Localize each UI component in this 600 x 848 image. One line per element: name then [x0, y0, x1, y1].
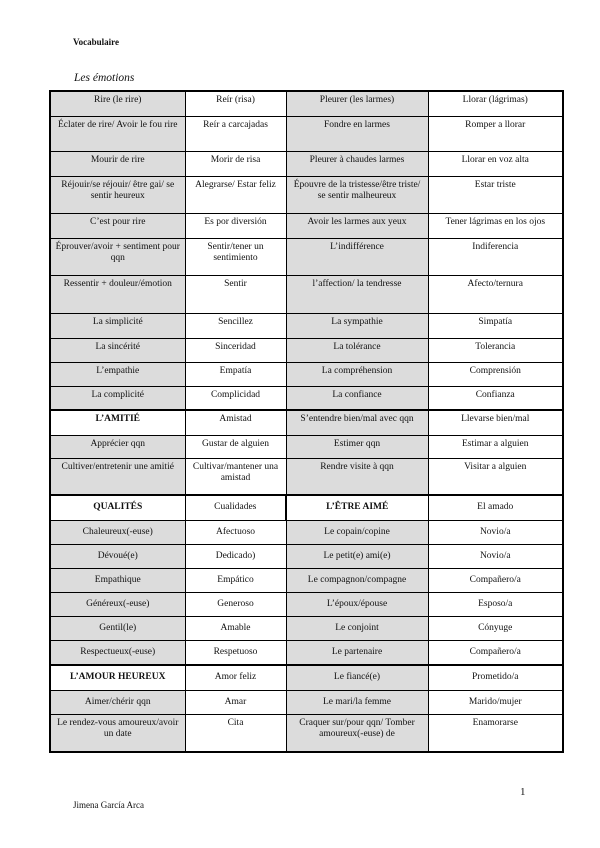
- french-term: Dévoué(e): [50, 544, 185, 568]
- french-term: Le petit(e) ami(e): [286, 544, 428, 568]
- french-term: Ressentir + douleur/émotion: [50, 275, 185, 313]
- spanish-term: Estimar a alguien: [428, 435, 563, 458]
- french-term: Chaleureux(-euse): [50, 520, 185, 544]
- spanish-term: Compañero/a: [428, 568, 563, 592]
- french-term: Éclater de rire/ Avoir le fou rire: [50, 116, 185, 151]
- spanish-term: Cultivar/mantener una amistad: [185, 458, 286, 495]
- table-row-section-qualites: [50, 495, 563, 520]
- table-row: [50, 544, 563, 568]
- french-term: Le conjoint: [286, 616, 428, 640]
- french-term: Craquer sur/pour qqn/ Tomber amoureux(-euse) de: [286, 714, 428, 752]
- french-term: Estimer qqn: [286, 435, 428, 458]
- section-heading-amour-heureux: L’AMOUR HEUREUX: [50, 665, 185, 690]
- spanish-term: Tener lágrimas en los ojos: [428, 213, 563, 238]
- table-row: [50, 616, 563, 640]
- table-row: [50, 458, 563, 495]
- table-row: [50, 362, 563, 386]
- french-term: La tolérance: [286, 338, 428, 362]
- french-term: Le mari/la femme: [286, 690, 428, 714]
- table-row: [50, 176, 563, 213]
- french-term: Le rendez-vous amoureux/avoir un date: [50, 714, 185, 752]
- spanish-term: Alegrarse/ Estar feliz: [185, 176, 286, 213]
- french-term: Le partenaire: [286, 640, 428, 665]
- spanish-term: Reír a carcajadas: [185, 116, 286, 151]
- spanish-term: Sentir: [185, 275, 286, 313]
- spanish-term: Cónyuge: [428, 616, 563, 640]
- spanish-term: Empático: [185, 568, 286, 592]
- french-term: L’époux/épouse: [286, 592, 428, 616]
- spanish-term: Cualidades: [185, 495, 286, 520]
- table-row: [50, 592, 563, 616]
- table-row-section-amour: [50, 665, 563, 690]
- french-term: Pleurer (les larmes): [286, 91, 428, 116]
- table-row: [50, 640, 563, 665]
- spanish-term: Dedicado): [185, 544, 286, 568]
- table-row: [50, 714, 563, 752]
- french-term: Mourir de rire: [50, 151, 185, 176]
- table-row: [50, 386, 563, 410]
- vocabulary-table: [49, 90, 564, 753]
- french-term: l’affection/ la tendresse: [286, 275, 428, 313]
- spanish-term: Novio/a: [428, 544, 563, 568]
- table-row-section-amitie: [50, 410, 563, 435]
- french-term: La sympathie: [286, 313, 428, 338]
- french-term: Le fiancé(e): [286, 665, 428, 690]
- french-term: La confiance: [286, 386, 428, 410]
- spanish-term: Sencillez: [185, 313, 286, 338]
- section-heading-etre-aime: L’ÊTRE AIMÉ: [286, 495, 428, 520]
- spanish-term: Sinceridad: [185, 338, 286, 362]
- french-term: Le compagnon/compagne: [286, 568, 428, 592]
- table-row: [50, 313, 563, 338]
- table-row: [50, 520, 563, 544]
- french-term: Rendre visite à qqn: [286, 458, 428, 495]
- spanish-term: Afectuoso: [185, 520, 286, 544]
- spanish-term: Llorar en voz alta: [428, 151, 563, 176]
- spanish-term: Cita: [185, 714, 286, 752]
- french-term: Réjouir/se réjouir/ être gai/ se sentir heureux: [50, 176, 185, 213]
- table-row: [50, 213, 563, 238]
- footer-author: Jimena García Arca: [73, 800, 144, 810]
- spanish-term: Romper a llorar: [428, 116, 563, 151]
- table-row: [50, 275, 563, 313]
- spanish-term: Esposo/a: [428, 592, 563, 616]
- spanish-term: Llevarse bien/mal: [428, 410, 563, 435]
- section-subtitle: Les émotions: [74, 72, 135, 84]
- spanish-term: Visitar a alguien: [428, 458, 563, 495]
- spanish-term: Amor feliz: [185, 665, 286, 690]
- french-term: Cultiver/entretenir une amitié: [50, 458, 185, 495]
- french-term: Avoir les larmes aux yeux: [286, 213, 428, 238]
- spanish-term: Amistad: [185, 410, 286, 435]
- spanish-term: Amable: [185, 616, 286, 640]
- french-term: La simplicité: [50, 313, 185, 338]
- spanish-term: Es por diversión: [185, 213, 286, 238]
- table-row: [50, 568, 563, 592]
- spanish-term: Respetuoso: [185, 640, 286, 665]
- spanish-term: Morir de risa: [185, 151, 286, 176]
- spanish-term: Afecto/ternura: [428, 275, 563, 313]
- section-heading-amitie: L’AMITIÉ: [50, 410, 185, 435]
- french-term: Apprécier qqn: [50, 435, 185, 458]
- french-term: Respectueux(-euse): [50, 640, 185, 665]
- french-term: Pleurer à chaudes larmes: [286, 151, 428, 176]
- spanish-term: Marido/mujer: [428, 690, 563, 714]
- french-term: Empathique: [50, 568, 185, 592]
- french-term: La complicité: [50, 386, 185, 410]
- spanish-term: Generoso: [185, 592, 286, 616]
- table-row: [50, 116, 563, 151]
- spanish-term: Reír (risa): [185, 91, 286, 116]
- french-term: Généreux(-euse): [50, 592, 185, 616]
- spanish-term: Llorar (lágrimas): [428, 91, 563, 116]
- french-term: Le copain/copine: [286, 520, 428, 544]
- spanish-term: Prometido/a: [428, 665, 563, 690]
- spanish-term: Complicidad: [185, 386, 286, 410]
- spanish-term: Amar: [185, 690, 286, 714]
- spanish-term: El amado: [428, 495, 563, 520]
- spanish-term: Estar triste: [428, 176, 563, 213]
- spanish-term: Empatía: [185, 362, 286, 386]
- french-term: L’indifférence: [286, 238, 428, 275]
- spanish-term: Sentir/tener un sentimiento: [185, 238, 286, 275]
- table-row: [50, 690, 563, 714]
- french-term: Rire (le rire): [50, 91, 185, 116]
- spanish-term: Novio/a: [428, 520, 563, 544]
- spanish-term: Simpatía: [428, 313, 563, 338]
- table-row: [50, 151, 563, 176]
- french-term: Aimer/chérir qqn: [50, 690, 185, 714]
- table-row: [50, 338, 563, 362]
- french-term: La compréhension: [286, 362, 428, 386]
- table-row: [50, 238, 563, 275]
- page-number: 1: [520, 786, 526, 798]
- french-term: L’empathie: [50, 362, 185, 386]
- french-term: Éprouver/avoir + sentiment pour qqn: [50, 238, 185, 275]
- spanish-term: Indiferencia: [428, 238, 563, 275]
- table-row: [50, 435, 563, 458]
- french-term: Fondre en larmes: [286, 116, 428, 151]
- french-term: Gentil(le): [50, 616, 185, 640]
- french-term: C’est pour rire: [50, 213, 185, 238]
- spanish-term: Gustar de alguien: [185, 435, 286, 458]
- section-heading-qualites: QUALITÉS: [50, 495, 185, 520]
- table-row: [50, 91, 563, 116]
- spanish-term: Confianza: [428, 386, 563, 410]
- document-header: Vocabulaire: [73, 37, 120, 47]
- spanish-term: Enamorarse: [428, 714, 563, 752]
- french-term: S’entendre bien/mal avec qqn: [286, 410, 428, 435]
- spanish-term: Tolerancia: [428, 338, 563, 362]
- spanish-term: Compañero/a: [428, 640, 563, 665]
- french-term: Épouvre de la tristesse/être triste/ se sentir malheureux: [286, 176, 428, 213]
- french-term: La sincérité: [50, 338, 185, 362]
- spanish-term: Comprensión: [428, 362, 563, 386]
